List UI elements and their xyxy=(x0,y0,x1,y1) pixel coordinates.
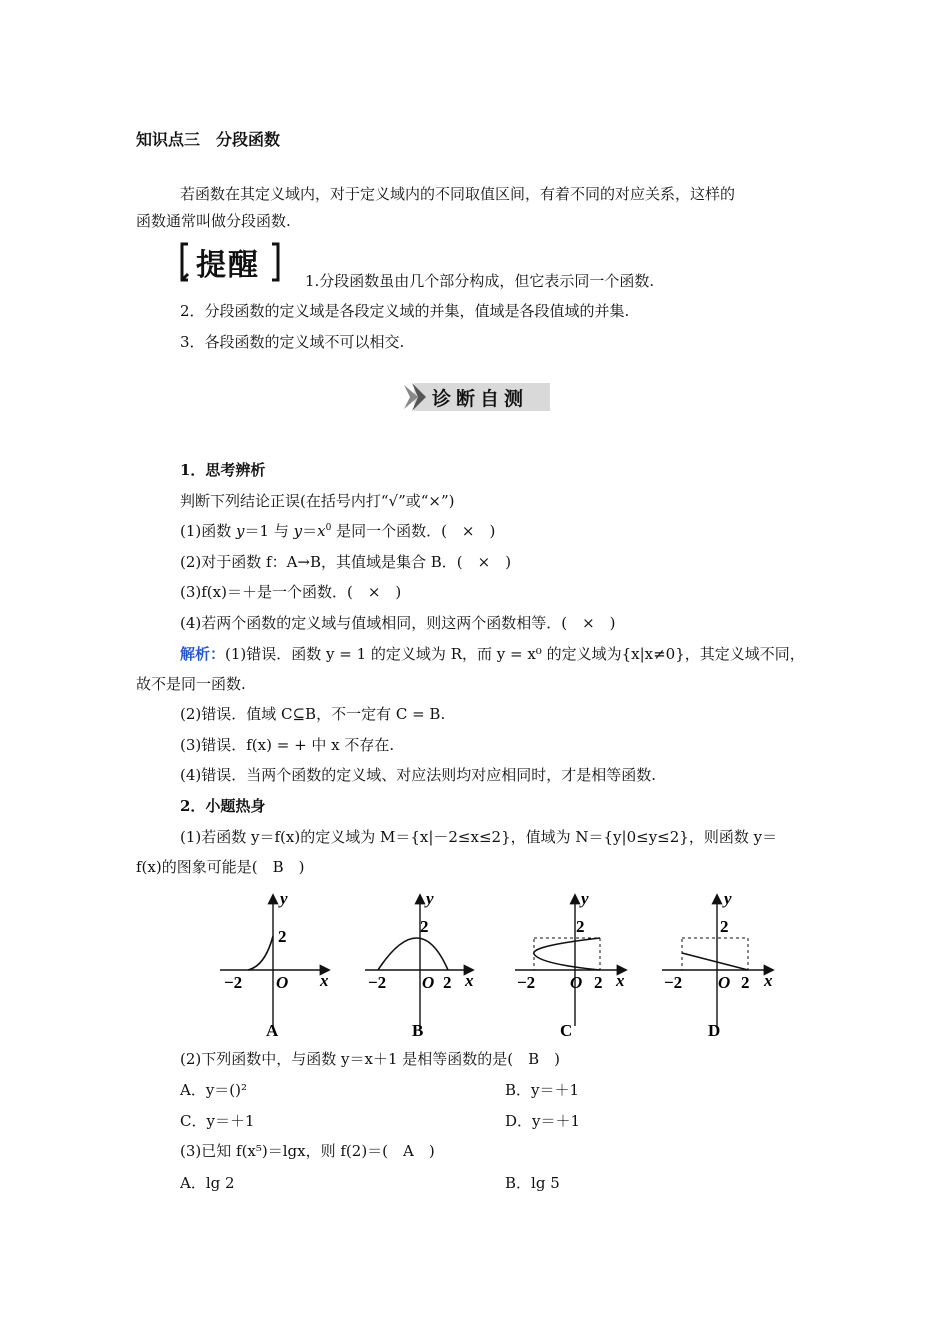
analysis-line-2: 故不是同一函数. xyxy=(136,675,246,693)
q1-item-4: (4)若两个函数的定义域与值域相同，则这两个函数相等．( × ) xyxy=(180,614,616,632)
graph-c-origin: O xyxy=(570,973,583,992)
graph-d-x-label: x xyxy=(764,971,773,990)
intro-line-2: 函数通常叫做分段函数. xyxy=(136,212,291,230)
tip-label: 提醒 xyxy=(196,248,260,283)
graph-a-tick-neg2: −2 xyxy=(224,973,243,992)
tip-item-1: 1.分段函数虽由几个部分构成，但它表示同一个函数. xyxy=(305,272,655,290)
q2-part1-line2: f(x)的图象可能是( B ) xyxy=(136,858,305,876)
section-banner-title: 诊断自测 xyxy=(432,388,529,410)
graph-b xyxy=(365,889,474,1040)
q1-instruction: 判断下列结论正误(在括号内打“√”或“×”) xyxy=(180,492,455,510)
graph-c xyxy=(515,889,625,1040)
graph-d-tick-neg2: −2 xyxy=(664,973,683,992)
graph-d-tick-2: 2 xyxy=(720,917,729,936)
graph-b-y-label: y xyxy=(426,889,434,908)
intro-line-1: 若函数在其定义域内，对于定义域内的不同取值区间，有着不同的对应关系，这样的 xyxy=(180,185,736,203)
q1-item-1: (1)函数 y＝1 与 $y=x^0$ 是同一个函数．( × ) xyxy=(180,522,496,540)
graph-d xyxy=(662,889,773,1040)
graph-c-caption: C xyxy=(560,1021,573,1040)
graph-b-tick-neg2: −2 xyxy=(368,973,387,992)
q1-title: 1．思考辨析 xyxy=(180,461,266,479)
analysis-label: 解析： xyxy=(180,645,226,663)
q2-title: 2．小题热身 xyxy=(180,797,266,815)
graph-c-y-label: y xyxy=(581,889,589,908)
q2-part2: (2)下列函数中，与函数 y＝x＋1 是相等函数的是( B ) xyxy=(180,1050,560,1068)
q2-part2-option-a: A．y＝()² xyxy=(180,1081,248,1099)
q2-part3-option-a: A．lg 2 xyxy=(180,1174,235,1192)
analysis-line-3: (2)错误．值域 C⊆B，不一定有 C = B. xyxy=(180,705,446,723)
graph-c-tick-neg2: −2 xyxy=(517,973,536,992)
analysis-line-1: 解析：(1)错误．函数 y = 1 的定义域为 R，而 y = x⁰ 的定义域为{x|x≠0}，其定义域不同， xyxy=(180,645,805,663)
graph-a-y-label: y xyxy=(280,889,288,908)
graph-a-curve xyxy=(248,936,273,970)
tip-item-3: 3．各段函数的定义域不可以相交. xyxy=(180,333,405,351)
page-heading: 知识点三 分段函数 xyxy=(136,130,281,149)
q2-part3-option-b: B．lg 5 xyxy=(505,1174,560,1192)
graph-b-curve xyxy=(378,938,448,970)
graph-c-curve xyxy=(534,938,600,970)
graph-a-origin: O xyxy=(276,973,289,992)
q2-part2-option-d: D．y＝＋1 xyxy=(505,1112,581,1130)
q2-part2-option-c: C．y＝＋1 xyxy=(180,1112,255,1130)
graph-d-line xyxy=(682,953,748,970)
graph-b-caption: B xyxy=(412,1021,424,1040)
graph-b-origin: O xyxy=(422,973,435,992)
q1-item-3: (3)f(x)＝＋是一个函数．( × ) xyxy=(180,583,402,601)
graph-a xyxy=(220,889,329,1040)
graph-c-tick-x2: 2 xyxy=(594,973,603,992)
analysis-line-5: (4)错误．当两个函数的定义域、对应法则均对应相同时，才是相等函数. xyxy=(180,766,657,784)
q2-part1-line1: (1)若函数 y＝f(x)的定义域为 M＝{x|－2≤x≤2}，值域为 N＝{y|0≤y≤2}，则函数 y＝ xyxy=(180,828,778,846)
graph-a-caption: A xyxy=(266,1021,279,1040)
graph-c-x-label: x xyxy=(616,971,625,990)
graph-d-caption: D xyxy=(708,1021,721,1040)
graph-a-tick-2: 2 xyxy=(278,927,287,946)
graph-b-x-label: x xyxy=(465,971,474,990)
graph-b-tick-x2: 2 xyxy=(443,973,452,992)
analysis-line-4: (3)错误．f(x) = + 中 x 不存在. xyxy=(180,736,395,754)
graph-c-tick-2: 2 xyxy=(576,917,585,936)
graph-d-origin: O xyxy=(718,973,731,992)
q2-part3: (3)已知 f(x⁵)＝lgx，则 f(2)＝( A ) xyxy=(180,1142,435,1160)
graph-a-x-label: x xyxy=(320,971,329,990)
q2-part2-option-b: B．y＝＋1 xyxy=(505,1081,580,1099)
graphs-figure xyxy=(210,888,790,1048)
tip-item-2: 2．分段函数的定义域是各段定义域的并集，值域是各段值域的并集. xyxy=(180,302,630,320)
q1-item-2: (2)对于函数 f：A→B，其值域是集合 B．( × ) xyxy=(180,553,512,571)
graph-b-tick-2: 2 xyxy=(420,917,429,936)
graph-d-tick-x2: 2 xyxy=(741,973,750,992)
graph-d-y-label: y xyxy=(724,889,732,908)
